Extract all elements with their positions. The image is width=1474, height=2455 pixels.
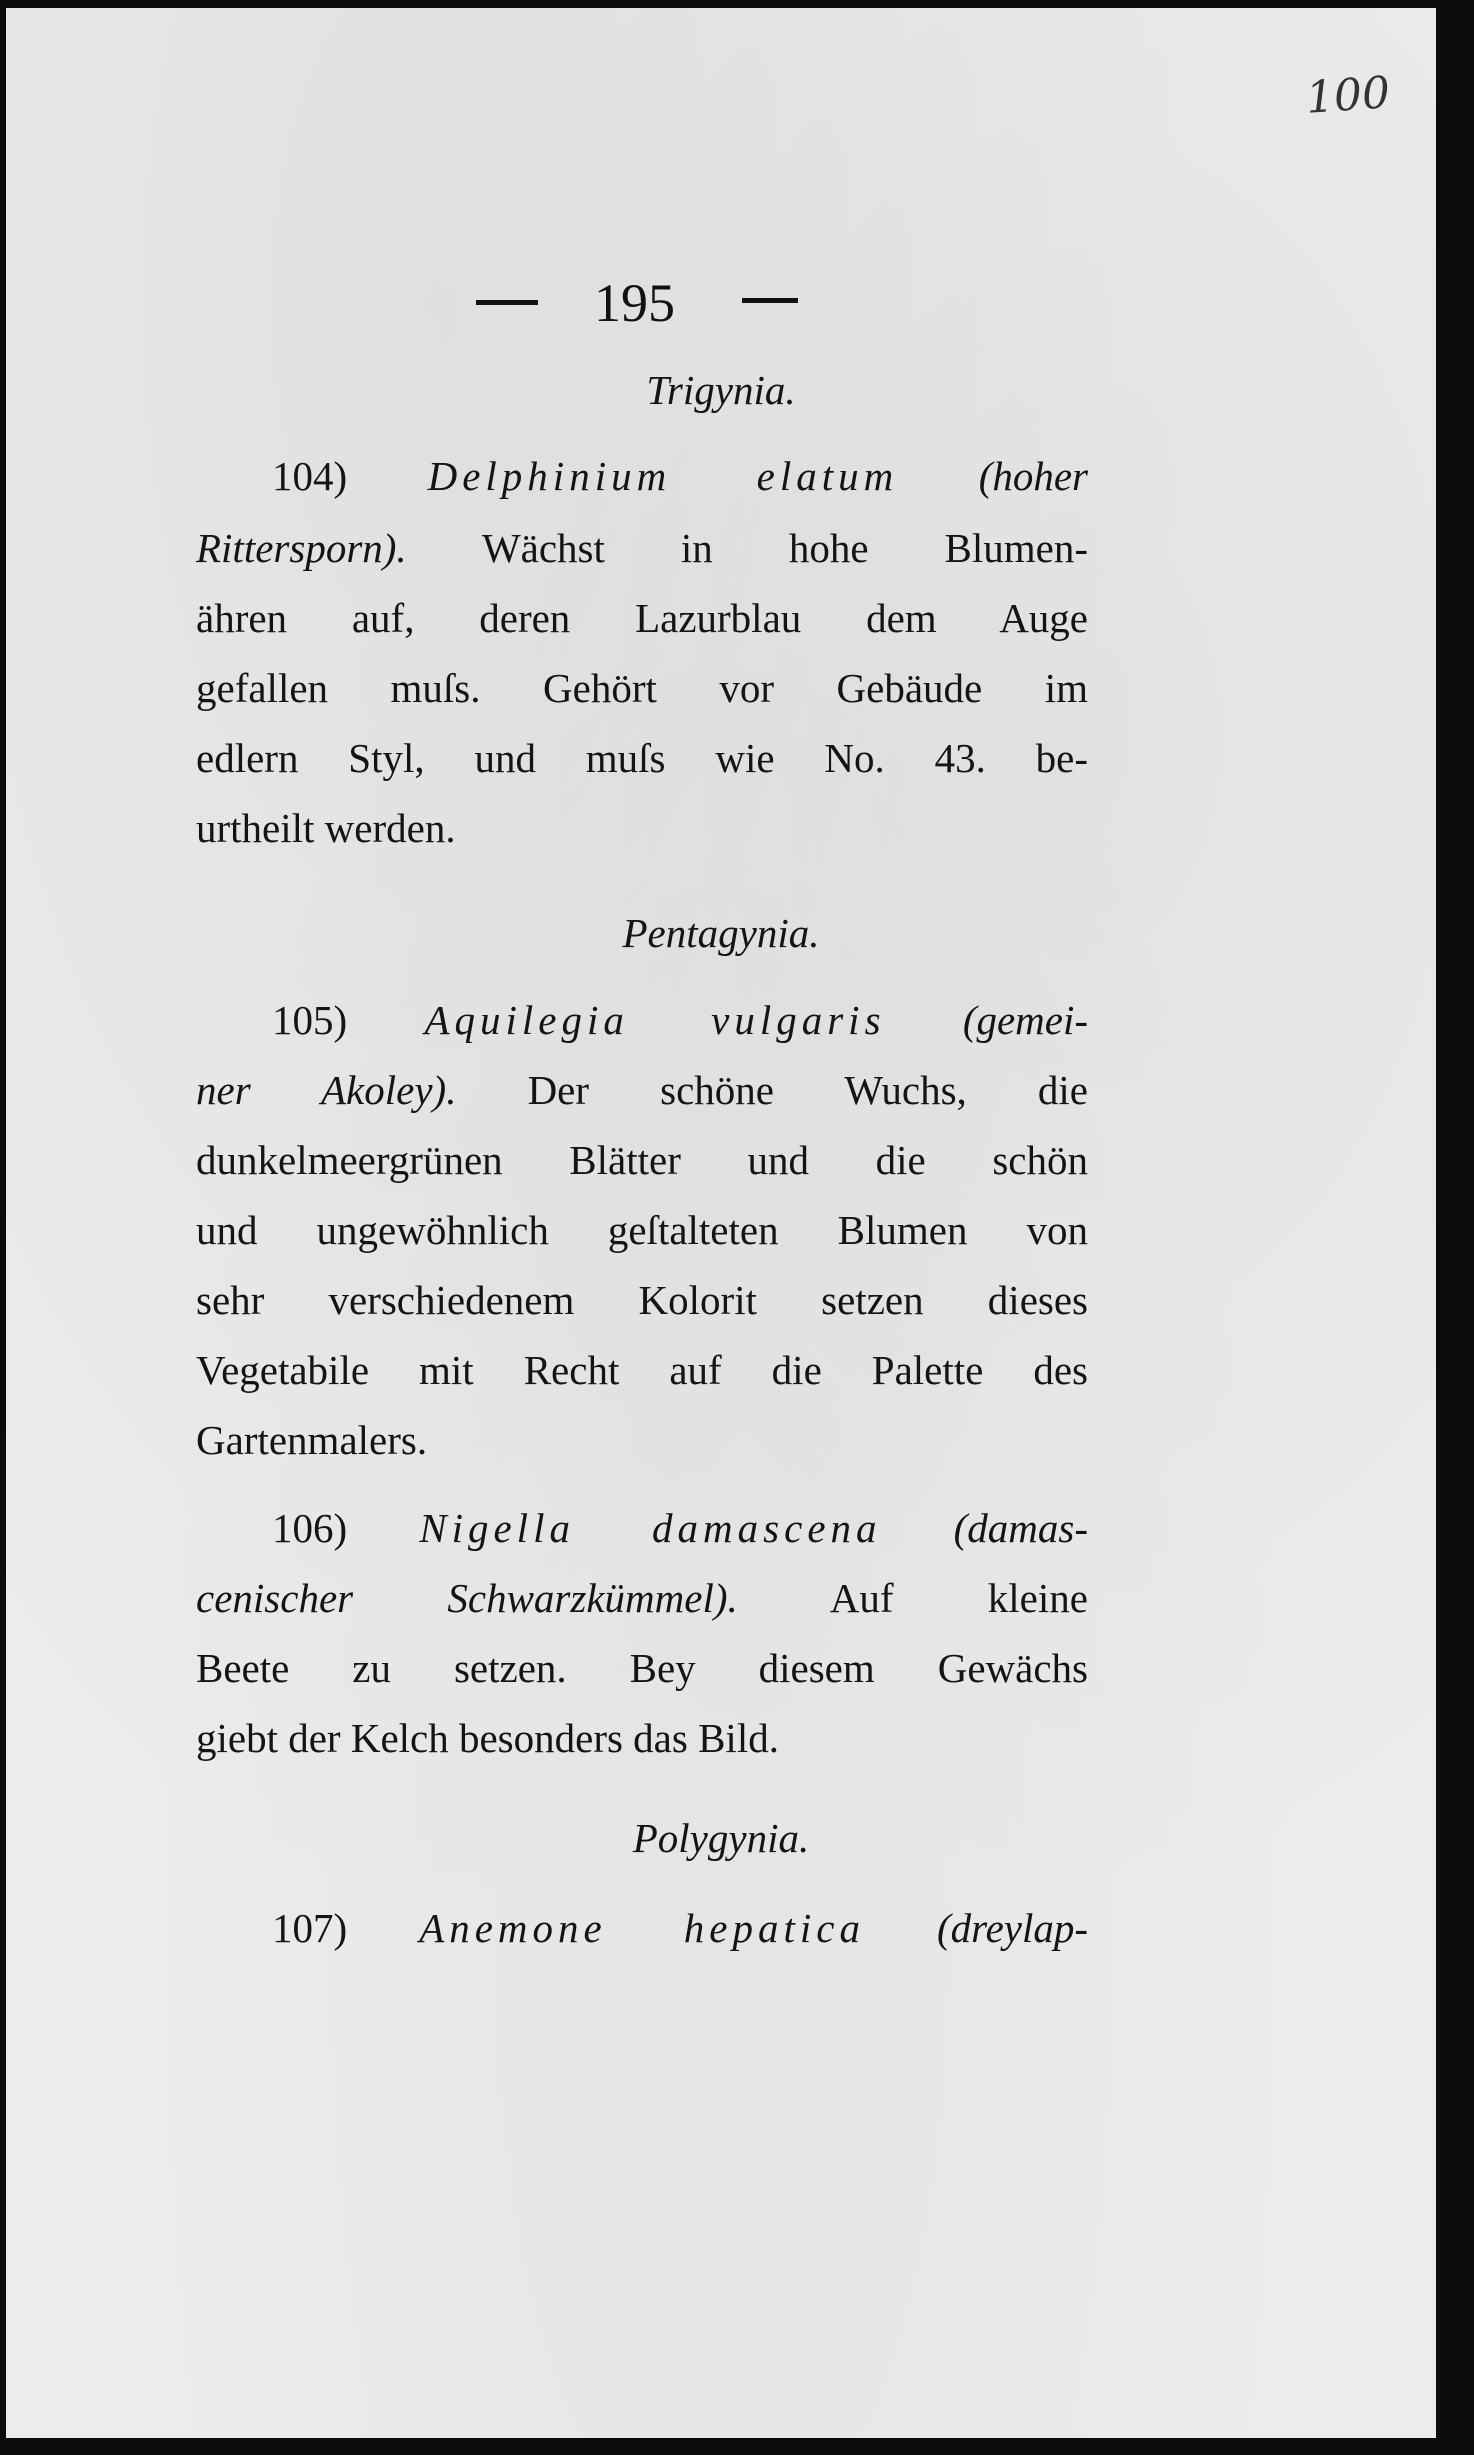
entry-104-line-5: edlern Styl, und muſs wie No. 43. be- (196, 735, 1088, 781)
entry-106-line-3: Beete zu setzen. Bey diesem Gewächs (196, 1645, 1088, 1691)
section-heading-pentagynia: Pentagynia. (622, 910, 820, 956)
entry-text: Auf kleine (829, 1575, 1088, 1621)
book-page (6, 8, 1436, 2438)
entry-105-line-1 (272, 990, 1088, 1050)
entry-106-line-4: giebt der Kelch besonders das Bild. (196, 1715, 779, 1761)
entry-104-line-3: ähren auf, deren Lazurblau dem Auge (196, 595, 1088, 641)
entry-number: 106) (272, 1505, 348, 1551)
page-number: 195 (594, 273, 675, 333)
entry-105-line-3: dunkelmeergrünen Blätter und die schön (196, 1137, 1088, 1183)
entry-106-line-1 (272, 1498, 1088, 1558)
entry-number: 105) (272, 997, 348, 1043)
entry-text: Der schöne Wuchs, die (527, 1067, 1088, 1113)
entry-text: Wächst in hohe Blumen- (481, 525, 1089, 571)
latin-name: Anemone hepatica (419, 1905, 865, 1951)
section-heading-trigynia: Trigynia. (646, 367, 796, 413)
common-name: (dreylap- (936, 1905, 1089, 1951)
latin-name: Nigella damascena (419, 1505, 882, 1551)
section-heading-polygynia: Polygynia. (632, 1815, 810, 1861)
entry-105-line-4: und ungewöhnlich geſtalteten Blumen von (196, 1207, 1088, 1253)
common-name: ner Akoley). (196, 1067, 457, 1113)
entry-106-line-2 (196, 1568, 1088, 1628)
entry-105-line-5: sehr verschiedenem Kolorit setzen dieses (196, 1277, 1088, 1323)
entry-105-line-2 (196, 1060, 1088, 1120)
entry-number: 107) (272, 1905, 348, 1951)
latin-name: Aquilegia vulgaris (424, 997, 886, 1043)
archive-number: 100 (1304, 67, 1392, 124)
header-rule-left (476, 300, 538, 305)
entry-105-line-6: Vegetabile mit Recht auf die Palette des (196, 1347, 1088, 1393)
header-rule-right (742, 298, 798, 303)
common-name: (gemei- (962, 997, 1089, 1043)
entry-104-line-6: urtheilt werden. (196, 805, 456, 851)
common-name: cenischer Schwarzkümmel). (196, 1575, 738, 1621)
entry-107-line-1 (272, 1898, 1088, 1958)
entry-104-line-4: gefallen muſs. Gehört vor Gebäude im (196, 665, 1088, 711)
latin-name: Delphinium elatum (427, 453, 899, 499)
page-header (6, 266, 1436, 336)
entry-104-line-2 (196, 518, 1088, 578)
entry-105-line-7: Gartenmalers. (196, 1417, 428, 1463)
common-name: Rittersporn). (196, 525, 407, 571)
common-name: (damas- (953, 1505, 1088, 1551)
entry-104-line-1 (272, 446, 1088, 506)
entry-number: 104) (272, 453, 348, 499)
common-name: (hoher (978, 453, 1089, 499)
